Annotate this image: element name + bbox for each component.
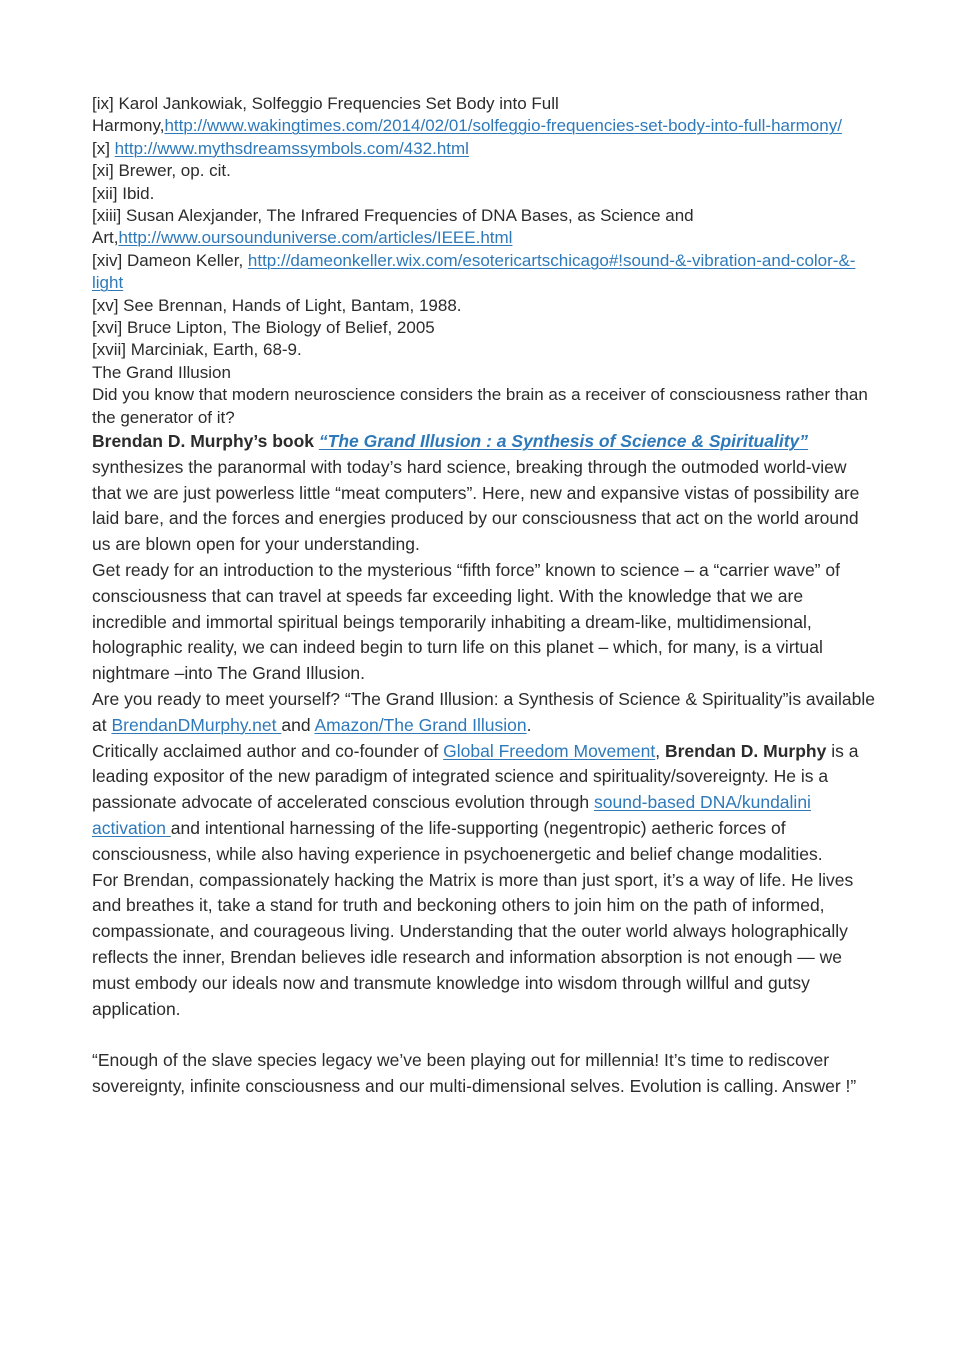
text-run: [xvii] Marciniak, Earth, 68-9. bbox=[92, 340, 302, 360]
text-run: and bbox=[281, 714, 315, 735]
text-run: is a leading expositor of the new paradigm of integrated science and spirituality/sovereignty. He is a passionate advocate of accelerated conscious evolution through bbox=[92, 740, 859, 813]
text-run: [xi] Brewer, op. cit. bbox=[92, 161, 231, 181]
hyperlink[interactable]: Global Freedom Movement bbox=[443, 740, 656, 761]
paragraph bbox=[92, 295, 878, 317]
hyperlink[interactable]: BrendanDMurphy.net bbox=[111, 714, 282, 735]
paragraph bbox=[92, 317, 878, 339]
text-run: [xvi] Bruce Lipton, The Biology of Belief, 2005 bbox=[92, 318, 435, 338]
text-run: and intentional harnessing of the life-supporting (negentropic) aetheric forces of consciousness, while also having experience in psychoenergetic and belief change modalities. bbox=[92, 818, 823, 864]
paragraph bbox=[92, 183, 878, 205]
text-run: Get ready for an introduction to the mysterious “fifth force” known to science – a “carrier wave” of consciousness that can travel at speeds far exceeding light. With the knowledge that we are incredible and immortal spiritual beings temporarily inhabiting a dream-like, multidimensional, holographic reality, we can indeed begin to turn life on this planet – which, for many, is a virtual nightmare –into The Grand Illusion. bbox=[92, 560, 840, 684]
text-run: Brendan D. Murphy’s book bbox=[92, 431, 319, 452]
hyperlink[interactable]: sound-based DNA/kundalini activation bbox=[92, 792, 811, 839]
paragraph bbox=[92, 250, 878, 295]
hyperlink[interactable]: http://www.oursounduniverse.com/articles/IEEE.html bbox=[118, 228, 513, 248]
paragraph bbox=[92, 384, 878, 429]
text-run: , bbox=[655, 740, 665, 761]
paragraph bbox=[92, 138, 878, 160]
paragraph bbox=[92, 205, 878, 250]
hyperlink[interactable]: Amazon/The Grand Illusion bbox=[314, 714, 527, 735]
paragraph bbox=[92, 339, 878, 361]
paragraph bbox=[92, 429, 878, 558]
text-run: [xiii] Susan Alexjander, The Infrared Frequencies of DNA Bases, as Science and Art, bbox=[92, 206, 694, 248]
paragraph bbox=[92, 160, 878, 182]
hyperlink[interactable]: http://www.wakingtimes.com/2014/02/01/solfeggio-frequencies-set-body-into-full-harmony/ bbox=[164, 116, 842, 136]
paragraph bbox=[92, 1022, 878, 1048]
text-run: Did you know that modern neuroscience considers the brain as a receiver of consciousness rather than the generator of it? bbox=[92, 385, 868, 427]
text-run: [ix] Karol Jankowiak, Solfeggio Frequencies Set Body into Full Harmony, bbox=[92, 94, 559, 136]
text-run: The Grand Illusion bbox=[92, 362, 231, 382]
paragraph bbox=[92, 1048, 878, 1100]
hyperlink[interactable]: http://www.mythsdreamssymbols.com/432.html bbox=[114, 138, 469, 158]
text-run: Brendan D. Murphy bbox=[664, 740, 827, 761]
paragraph bbox=[92, 93, 878, 138]
text-run: Critically acclaimed author and co-founder of bbox=[92, 740, 444, 761]
paragraph bbox=[92, 687, 878, 739]
text-run: [x] bbox=[92, 138, 115, 158]
paragraph bbox=[92, 362, 878, 384]
text-run: For Brendan, compassionately hacking the Matrix is more than just sport, it’s a way of life. He lives and breathes it, take a stand for truth and beckoning others to join him on the path of informed, compassionate, and courageous living. Understanding that the outer world always holographically reflects the inner, Brendan believes idle research and information absorption is not enough — we must embody our ideals now and transmute knowledge into wisdom through willful and gutsy application. bbox=[92, 869, 854, 1019]
text-run: . bbox=[526, 714, 532, 735]
paragraph bbox=[92, 868, 878, 1023]
hyperlink[interactable]: “The Grand Illusion : a Synthesis of Science & Spirituality” bbox=[318, 431, 809, 452]
text-run: [xiv] Dameon Keller, bbox=[92, 250, 248, 270]
document-content bbox=[92, 93, 878, 1100]
text-run: synthesizes the paranormal with today’s hard science, breaking through the outmoded world-view that we are just powerless little “meat computers”. Here, new and expansive vistas of possibility are laid bare, and the forces and energies produced by our consciousness that act on the world around us are blown open for your understanding. bbox=[92, 456, 860, 555]
text-run: [xii] Ibid. bbox=[92, 183, 155, 203]
text-run: “Enough of the slave species legacy we’ve been playing out for millennia! It’s time to rediscover sovereignty, infinite consciousness and our multi-dimensional selves. Evolution is calling. Answer !” bbox=[92, 1050, 857, 1097]
paragraph bbox=[92, 739, 878, 868]
text-run: [xv] See Brennan, Hands of Light, Bantam, 1988. bbox=[92, 295, 462, 315]
paragraph bbox=[92, 558, 878, 687]
text-run: Are you ready to meet yourself? “The Grand Illusion: a Synthesis of Science & Spirituality”is available at bbox=[92, 689, 876, 735]
hyperlink[interactable]: http://dameonkeller.wix.com/esotericartschicago#!sound-&-vibration-and-color-&-light bbox=[92, 250, 856, 293]
